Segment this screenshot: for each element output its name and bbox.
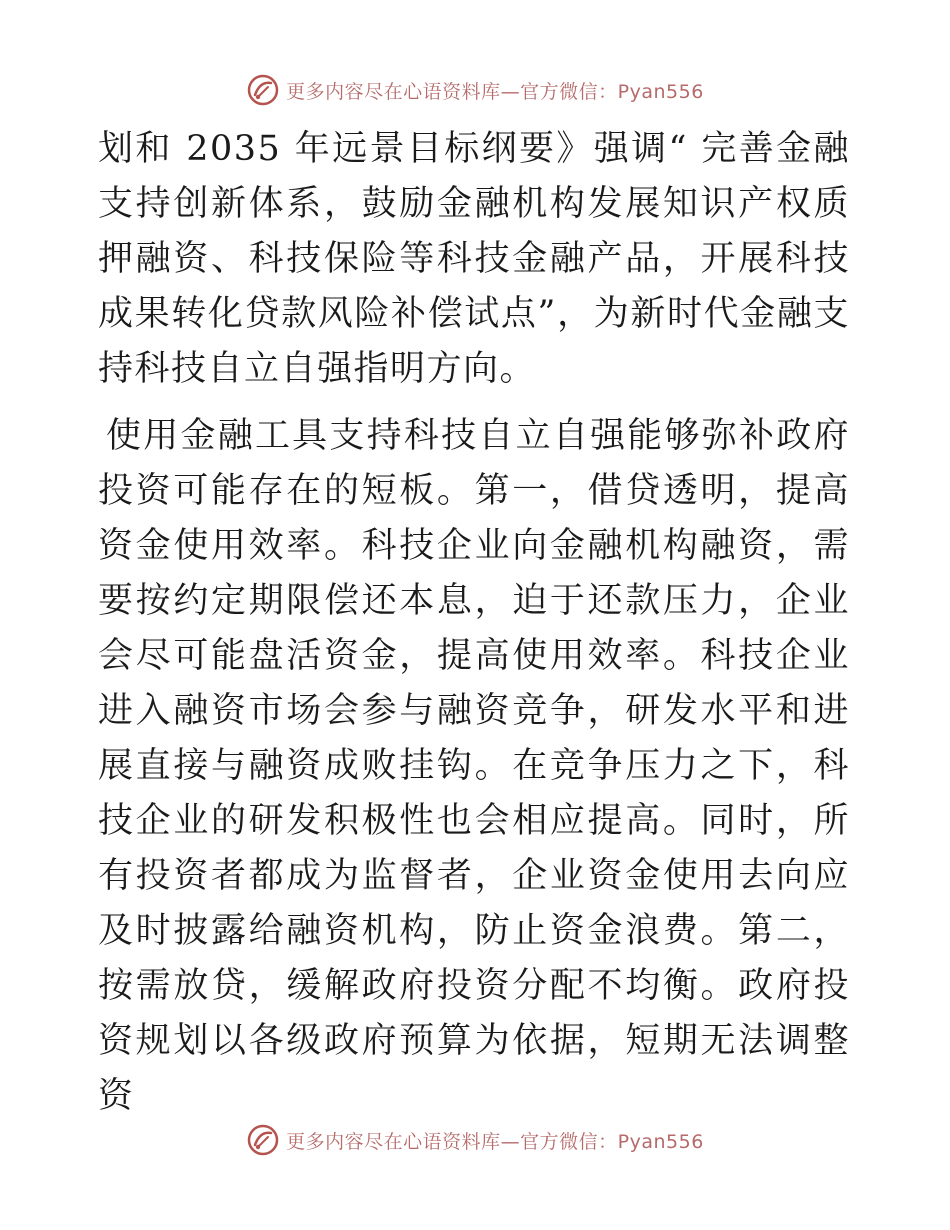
footer-watermark-text: 更多内容尽在心语资料库—官方微信：Pyan556 [286,1130,704,1153]
footer-watermark-banner [0,1120,950,1160]
paragraph-2: 使用金融工具支持科技自立自强能够弥补政府投资可能存在的短板。第一，借贷透明，提高资金使用效率。科技企业向金融机构融资，需要按约定期限偿还本息，迫于还款压力，企业会尽可能盘活资金，提高使用效率。科技企业进入融资市场会参与融资竞争，研发水平和进展直接与融资成败挂钩。在竞争压力之下，科技企业的研发积极性也会相应提高。同时，所有投资者都成为监督者，企业资金使用去向应及时披露给融资机构，防止资金浪费。第二，按需放贷，缓解政府投资分配不均衡。政府投资规划以各级政府预算为依据，短期无法调整资 [98,416,850,1116]
header-watermark-banner [0,70,950,110]
document-body [98,122,850,1124]
paragraph-1: 划和 2035 年远景目标纲要》强调“ 完善金融支持创新体系，鼓励金融机构发展知识产权质押融资、科技保险等科技金融产品，开展科技成果转化贷款风险补偿试点”，为新时代金融支持科技自立自强指明方向。 [98,129,850,389]
library-logo-icon [246,1123,280,1157]
header-watermark-text: 更多内容尽在心语资料库—官方微信：Pyan556 [286,80,704,103]
library-logo-icon [246,73,280,107]
